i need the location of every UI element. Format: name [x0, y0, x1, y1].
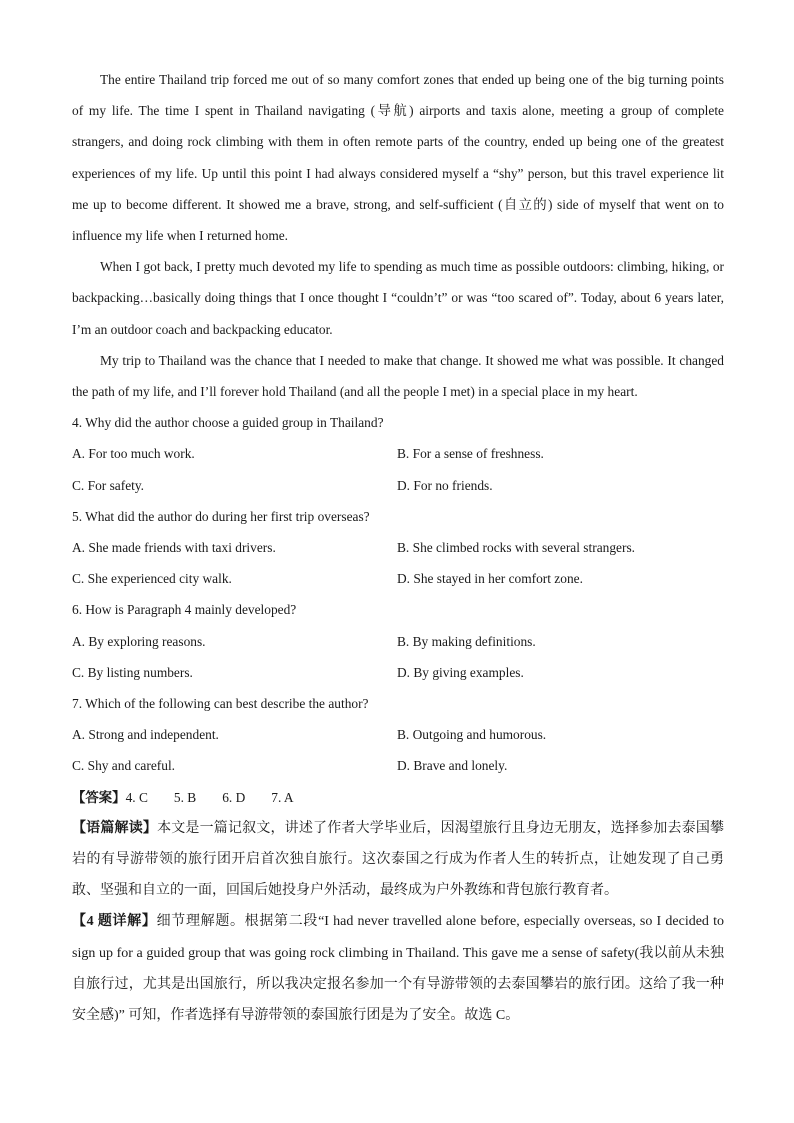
detail-label: 【4 题详解】: [72, 914, 157, 930]
option-a: A. By exploring reasons.: [72, 633, 206, 649]
question-stem: 5. What did the author do during her first trip overseas?: [72, 508, 370, 524]
question-5: [72, 501, 724, 595]
option-a: A. For too much work.: [72, 446, 195, 462]
question-4-explanation: [72, 906, 724, 1031]
option-b: B. Outgoing and humorous.: [397, 727, 547, 743]
question-stem: 7. Which of the following can best describe the author?: [72, 696, 369, 712]
answer-item: 5. B: [173, 789, 197, 805]
option-d: D. By giving examples.: [397, 664, 524, 680]
answer-item: 7. A: [271, 789, 294, 805]
option-b: B. By making definitions.: [397, 633, 536, 649]
passage-paragraph: My trip to Thailand was the chance that I needed to make that change. It showed me what was possible. It changed the path of my life, and I’ll forever hold Thailand (and all the people I met) in a special place in my heart.: [72, 352, 724, 400]
question-options: [72, 719, 724, 781]
question-stem: 4. Why did the author choose a guided group in Thailand?: [72, 415, 384, 431]
question-options: [72, 532, 724, 594]
detail-text: 细节理解题。根据第二段“I had never travelled alone before, especially overseas, so I decided to sign up for a guided group that was going rock climbing in Thailand. This gave me a sense of safety(我以前从未独自旅行过，尤其是出国旅行，所以我决定报名参加一个有导游带领的去泰国攀岩的旅行团。这给了我一种安全感)” 可知，作者选择有导游带领的泰国旅行团是为了安全。故选 C。: [72, 914, 724, 1024]
option-d: D. She stayed in her comfort zone.: [397, 571, 583, 587]
option-c: C. Shy and careful.: [72, 758, 176, 774]
analysis-label: 【语篇解读】: [72, 820, 158, 836]
question-7: [72, 688, 724, 782]
option-b: B. For a sense of freshness.: [397, 446, 544, 462]
option-d: D. Brave and lonely.: [397, 758, 508, 774]
question-6: [72, 594, 724, 688]
question-options: [72, 626, 724, 688]
question-stem: 6. How is Paragraph 4 mainly developed?: [72, 602, 297, 618]
option-d: D. For no friends.: [397, 477, 493, 493]
question-options: [72, 438, 724, 500]
option-c: C. By listing numbers.: [72, 664, 193, 680]
answer-label: 【答案】: [72, 789, 126, 805]
question-4: [72, 407, 724, 501]
passage-paragraph: When I got back, I pretty much devoted my life to spending as much time as possible outdoors: climbing, hiking, or backpacking…basically doing things that I once thought I “couldn’t” or was “too scared of”. Today, about 6 years later, I’m an outdoor coach and backpacking educator.: [72, 259, 724, 337]
option-b: B. She climbed rocks with several strangers.: [397, 540, 635, 556]
passage-analysis: [72, 813, 724, 907]
analysis-text: 本文是一篇记叙文，讲述了作者大学毕业后，因渴望旅行且身边无朋友，选择参加去泰国攀岩的有导游带领的旅行团开启首次独自旅行。这次泰国之行成为作者人生的转折点，让她发现了自己勇敢、坚强和自立的一面，回国后她投身户外活动，最终成为户外教练和背包旅行教育者。: [72, 820, 725, 899]
answer-item: 4. C: [125, 789, 148, 805]
option-c: C. For safety.: [72, 477, 145, 493]
passage-paragraph: The entire Thailand trip forced me out of so many comfort zones that ended up being one of the big turning points of my life. The time I spent in Thailand navigating (导航) airports and taxis alone, meeting a group of complete strangers, and doing rock climbing with them in often remote parts of the country, ended up being one of the greatest experiences of my life. Up until this point I had always considered myself a “shy” person, but this travel experience lit me up to become different. It showed me a brave, strong, and self-sufficient (自立的) side of myself that went on to influence my life when I returned home.: [72, 72, 724, 244]
reading-passage: [72, 64, 724, 407]
answer-key: [72, 782, 724, 813]
option-a: A. Strong and independent.: [72, 727, 219, 743]
option-a: A. She made friends with taxi drivers.: [72, 540, 276, 556]
answer-item: 6. D: [222, 789, 246, 805]
option-c: C. She experienced city walk.: [72, 571, 232, 587]
